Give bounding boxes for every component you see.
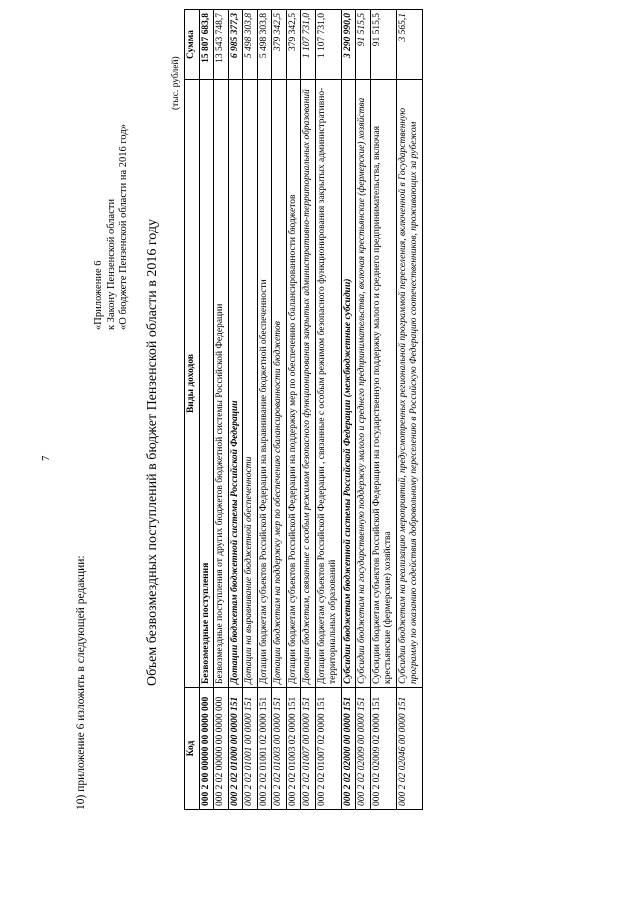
revenue-table <box>184 9 423 810</box>
header-type: Виды доходов <box>185 80 200 688</box>
row-sum: 379 342,5 <box>272 10 287 80</box>
row-sum: 6 985 377,3 <box>228 10 243 80</box>
table-row <box>370 10 396 810</box>
table-row <box>199 10 214 810</box>
row-sum: 5 498 303,8 <box>243 10 258 80</box>
row-name: Субсидии бюджетам на реализацию мероприятий, предусмотренных региональной программой переселения, включенной в Государственную программу по оказанию содействия добровольному переселению в Российскую Федерацию соотечественников, проживающих за рубежом <box>396 80 422 688</box>
row-name: Дотации на выравнивание бюджетной обеспеченности <box>243 80 258 688</box>
row-sum: 91 515,5 <box>356 10 371 80</box>
row-sum: 13 543 748,7 <box>214 10 229 80</box>
row-code: 000 2 02 02046 00 0000 151 <box>396 688 422 810</box>
table-row <box>341 10 356 810</box>
table-row <box>356 10 371 810</box>
appendix-line-2: к Закону Пензенской области <box>105 198 117 330</box>
table-row <box>272 10 287 810</box>
row-code: 000 2 02 02009 00 0000 151 <box>356 688 371 810</box>
row-name: Безвозмездные поступления от других бюджетов бюджетной системы Российской Федерации <box>214 80 229 688</box>
units-label: (тыс. рублей) <box>171 56 181 110</box>
row-sum: 1 107 731,0 <box>315 10 341 80</box>
table-row <box>301 10 316 810</box>
table-row <box>286 10 301 810</box>
row-code: 000 2 02 01001 02 0000 151 <box>257 688 272 810</box>
intro-line: 10) приложение 6 изложить в следующей редакции: <box>75 555 87 810</box>
row-sum: 5 498 303,8 <box>257 10 272 80</box>
table-row <box>257 10 272 810</box>
row-sum: 379 342,5 <box>286 10 301 80</box>
row-sum: 1 107 731,0 <box>301 10 316 80</box>
row-name: Субсидии бюджетам на государственную поддержку малого и среднего предпринимательства, включая крестьянские (фермерские) хозяйства <box>356 80 371 688</box>
row-code: 000 2 02 01003 02 0000 151 <box>286 688 301 810</box>
row-name: Дотации бюджетам, связанные с особым режимом безопасного функционирования закрытых административно-территориальных образований <box>301 80 316 688</box>
header-code: Код <box>185 688 200 810</box>
row-code: 000 2 02 00000 00 0000 000 <box>214 688 229 810</box>
row-code: 000 2 02 01000 00 0000 151 <box>228 688 243 810</box>
row-sum: 3 290 990,0 <box>341 10 356 80</box>
header-sum: Сумма <box>185 10 200 80</box>
appendix-line-1: «Приложение 6 <box>93 260 104 330</box>
appendix-header <box>93 124 131 330</box>
row-code: 000 2 02 02009 02 0000 151 <box>370 688 396 810</box>
row-code: 000 2 02 01007 02 0000 151 <box>315 688 341 810</box>
table-row <box>228 10 243 810</box>
row-sum: 91 515,5 <box>370 10 396 80</box>
row-sum: 3 565,1 <box>396 10 422 80</box>
row-name: Дотации бюджетам бюджетной системы Российской Федерации <box>228 80 243 688</box>
row-code: 000 2 02 01003 00 0000 151 <box>272 688 287 810</box>
appendix-line-3: «О бюджете Пензенской области на 2016 год» <box>118 124 129 330</box>
table-row <box>396 10 422 810</box>
row-code: 000 2 02 01007 00 0000 151 <box>301 688 316 810</box>
table-header-row <box>185 10 200 810</box>
row-code: 000 2 02 01001 00 0000 151 <box>243 688 258 810</box>
row-name: Дотации бюджетам субъектов Российской Федерации , связанные с особым режимом безопасного функционирования закрытых административно-территориальных образований <box>315 80 341 688</box>
table-row <box>214 10 229 810</box>
page-number: 7 <box>40 455 52 461</box>
row-name: Безвозмездные поступления <box>199 80 214 688</box>
row-name: Дотации бюджетам субъектов Российской Федерации на выравнивание бюджетной обеспеченности <box>257 80 272 688</box>
row-name: Дотации бюджетам субъектов Российской Федерации на поддержку мер по обеспечению сбалансированности бюджетов <box>286 80 301 688</box>
row-name: Субсидии бюджетам субъектов Российской Федерации на государственную поддержку малого и среднего предпринимательства, включая крестьянские (фермерские) хозяйства <box>370 80 396 688</box>
table-row <box>243 10 258 810</box>
table-row <box>315 10 341 810</box>
page-title: Объем безвозмездных поступлений в бюджет Пензенской области в 2016 году <box>145 219 160 686</box>
row-name: Субсидии бюджетам бюджетной системы Российской Федерации (межбюджетные субсидии) <box>341 80 356 688</box>
row-code: 000 2 02 02000 00 0000 151 <box>341 688 356 810</box>
row-name: Дотации бюджетам на поддержку мер по обеспечению сбалансированности бюджетов <box>272 80 287 688</box>
row-code: 000 2 00 00000 00 0000 000 <box>199 688 214 810</box>
row-sum: 15 807 683,8 <box>199 10 214 80</box>
